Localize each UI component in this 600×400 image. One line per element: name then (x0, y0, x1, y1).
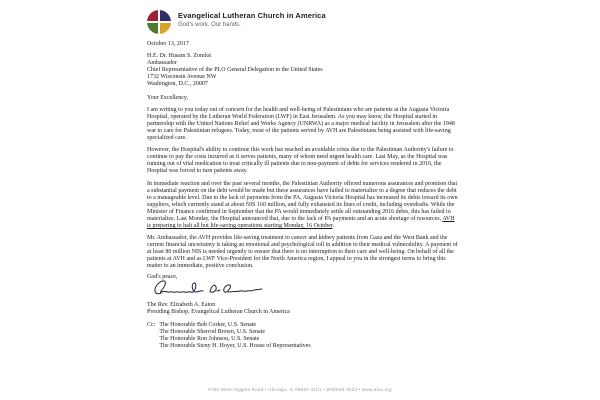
paragraph-3-underlined-text: AVH is preparing to halt all but life-saving operations starting Monday, 16 October (147, 216, 455, 229)
paragraph-3 (147, 181, 458, 230)
salutation: Your Excellency, (147, 95, 188, 101)
organization-name: Evangelical Lutheran Church in America (178, 11, 326, 20)
signer-title: Presiding Bishop, Evangelical Lutheran Church in America (147, 309, 290, 315)
logo-quadrant-navy (160, 10, 171, 21)
cc-recipient: The Honorable Ron Johnson, U.S. Senate (159, 336, 260, 342)
signature-block (147, 302, 458, 316)
letterhead-footer-address: 8765 West Higgins Road • Chicago, IL 60631-4101 • 800/638-3522 • www.elca.org (208, 387, 392, 392)
recipient-address-block (147, 53, 458, 88)
paragraph-3-period: . (332, 223, 335, 229)
logo-quadrant-red (147, 10, 158, 21)
signer-name: The Rev. Elizabeth A. Eaton (147, 302, 216, 308)
recipient-name: H.E. Dr. Husam S. Zomlot (147, 53, 211, 59)
closing: God's peace, (147, 274, 178, 280)
recipient-title: Ambassador (147, 60, 177, 66)
elca-cross-globe-logo-icon (147, 10, 171, 34)
letter-document (147, 10, 458, 350)
cc-recipient: The Honorable Sherrod Brown, U.S. Senate (159, 329, 265, 335)
letter-date: October 13, 2017 (147, 41, 189, 47)
paragraph-4: Mr. Ambassador, the AVH provides life-saving treatment to cancer and kidney patients from Gaza and the West Bank and the current financial uncertainty is taking an emotional and psychological toll in addition to their medical vulnerability. A payment of at least 80 million NIS is needed urgently to ensure that there is no interruption to their care and well-being. On behalf of all the patients at AVH and as LWF Vice-President for the North America region, I appeal to you in the strongest terms to bring this matter to an immediate, positive conclusion. (147, 235, 458, 269)
logo-quadrant-gold (160, 23, 171, 34)
cc-recipient: The Honorable Steny H. Hoyer, U.S. House of Representatives (159, 343, 311, 349)
cc-block (147, 322, 458, 350)
paragraph-2: However, the Hospital's ability to continue this work has reached an avoidable crisis due to the Palestinian Authority's failure to continue to pay the costs incurred as it serves patients, many of whom need urgent health care. Last May, as the Hospital was running out of vital medication to treat critically ill patients due to non-payment of debts for services rendered in 2016, the Hospital was forced to turn patients away. (147, 147, 454, 174)
recipient-street: 1732 Wisconsin Avenue NW (147, 74, 217, 80)
cc-label: Cc: (147, 322, 156, 328)
organization-tagline: God's work. Our hands. (178, 22, 241, 28)
recipient-city: Washington, D.C., 20007 (147, 81, 208, 87)
cc-recipient: The Honorable Bob Corker, U.S. Senate (159, 322, 257, 328)
paragraph-3-text: In immediate reaction and over the past several months, the Palestinian Authority offered numerous assurances and promises that a substantial payment on the debt would be made but these assurances have failed to materialize to a degree that reduces the debt to a manageable level. Due to the lack of payments from the PA, Augusta Victoria Hospital has increased its debts toward its own suppliers, which currently stand at about NIS 160 million, and fully exhausted its lines of credit, including overdrafts. While the Minister of Finance confirmed in September that the PA would immediately settle all outstanding 2016 debts, this has failed to materialize. Last Monday, the Hospital announced that, due to the lack of PA payments and an acute shortage of resources, (147, 181, 458, 222)
recipient-role: Chief Representative of the PLO General Delegation to the United States (147, 67, 323, 73)
cc-list (159, 322, 310, 350)
logo-quadrant-green (147, 23, 158, 34)
letterhead-text (178, 10, 326, 29)
handwritten-signature (152, 278, 272, 299)
paragraph-1: I am writing to you today out of concern for the health and well-being of Palestinians who are patients at the Augusta Victoria Hospital, operated by the Lutheran World Federation (LWF) in East Jerusalem. As you may know, the Hospital started in partnership with the United Nations Relief and Works Agency (UNRWA) as a major medical facility in Jerusalem after the 1948 war to care for Palestinian refugees. Today, most of the patients served by AVH are Palestinians being assisted with life-saving specialized care. (147, 107, 455, 141)
letterhead (147, 10, 458, 34)
